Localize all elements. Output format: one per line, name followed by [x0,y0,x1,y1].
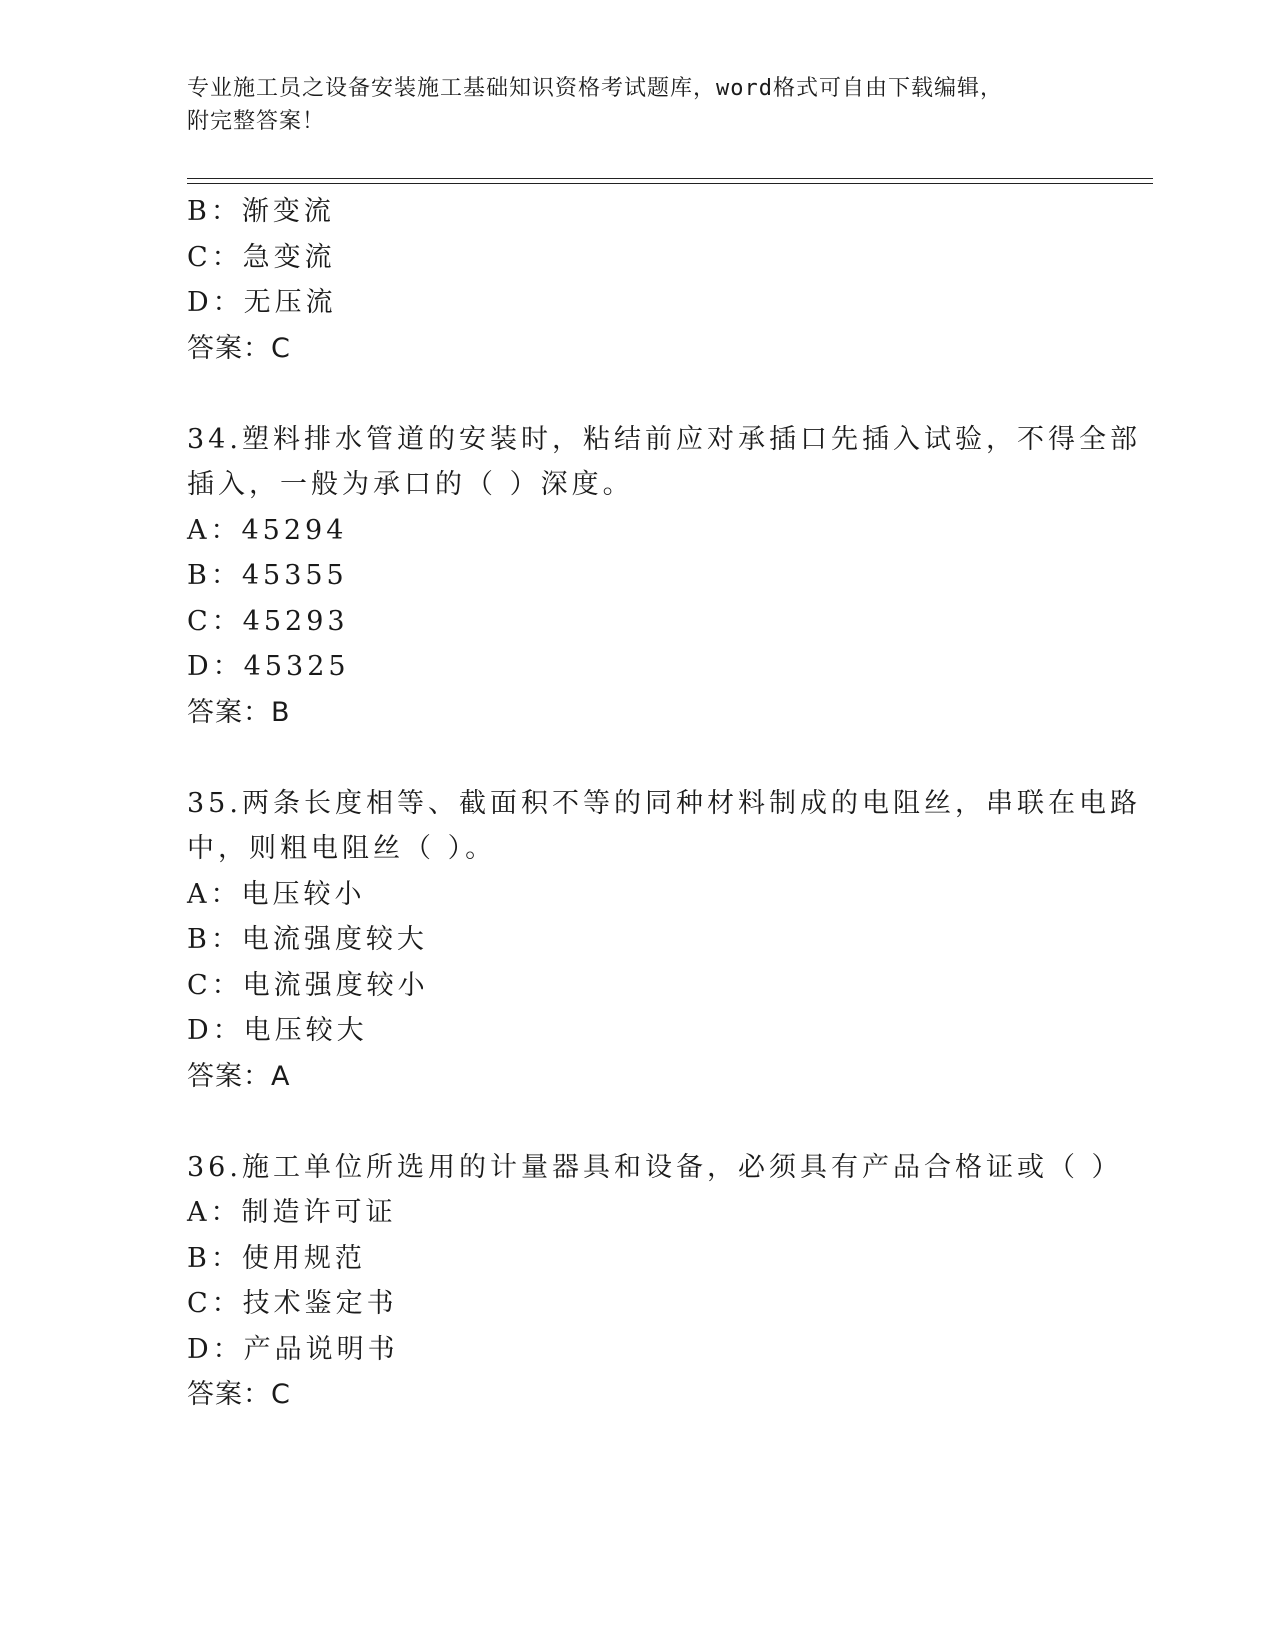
question-34 [187,417,1141,736]
question-stem-line: 36.施工单位所选用的计量器具和设备，必须具有产品合格证或（ ） [187,1151,1123,1183]
option-d: D：无压流 [187,287,337,318]
option-b: B：45355 [187,560,348,591]
option-c: C：45293 [187,605,349,637]
option-d: D：电压较大 [187,1015,368,1046]
header-line-2: 附完整答案！ [187,109,326,134]
answer-line: 答案：C [187,332,291,364]
option-d: D：45325 [187,651,350,682]
question-stem-line: 35.两条长度相等、截面积不等的同种材料制成的电阻丝，串联在电路 [187,787,1141,819]
answer-line: 答案：A [187,1060,291,1092]
question-stem-line: 34.塑料排水管道的安装时，粘结前应对承插口先插入试验，不得全部 [187,423,1141,455]
option-c: C：电流强度较小 [187,969,429,1001]
question-list [187,189,1141,1418]
option-a: A：45294 [187,514,348,546]
answer-line: 答案：B [187,696,291,728]
header-line-1: 专业施工员之设备安装施工基础知识资格考试题库，word格式可自由下载编辑， [187,76,1003,101]
option-b: B：使用规范 [187,1242,366,1274]
option-d: D：产品说明书 [187,1333,399,1365]
answer-line: 答案：C [187,1379,291,1410]
option-a: A：制造许可证 [187,1197,397,1228]
question-stem-line: 中，则粗电阻丝（ ）。 [187,833,497,864]
question-36 [187,1145,1123,1418]
option-c: C：急变流 [187,241,336,273]
header-divider-top [187,178,1153,179]
question-stem-line: 插入，一般为承口的（ ）深度。 [187,469,634,500]
question-33-continued [187,189,1087,371]
option-a: A：电压较小 [187,878,366,910]
header-divider-bottom [187,183,1153,184]
option-b: B：电流强度较大 [187,924,428,955]
option-b: B：渐变流 [187,196,335,227]
option-c: C：技术鉴定书 [187,1288,398,1319]
question-35 [187,781,1141,1100]
document-header [187,72,1087,138]
